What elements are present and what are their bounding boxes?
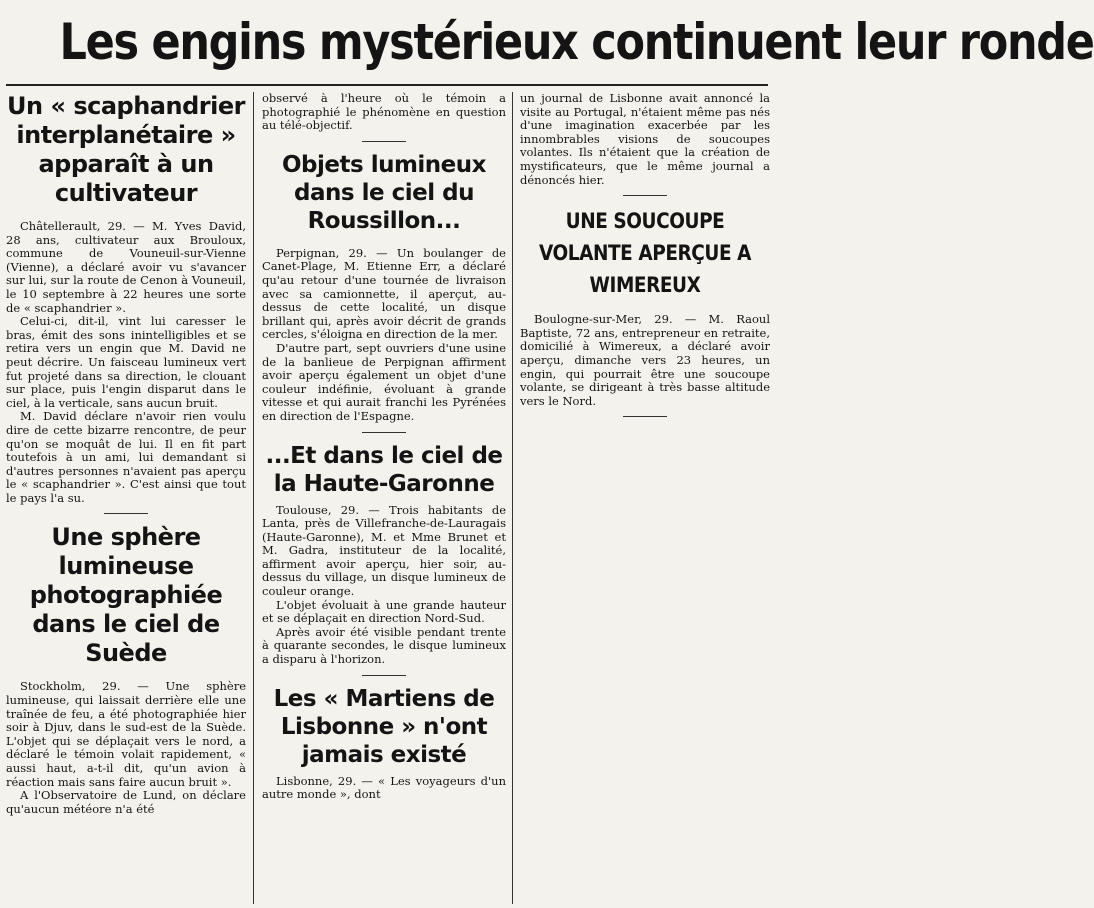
article-separator [623, 195, 667, 196]
article-paragraph: Stockholm, 29. — Une sphère lumineuse, qui laissait derrière elle une traînée de feu, a été photographiée hier soir à Djuv, dans le sud-est de la Suède. L'objet qui se déplaçait vers le nord, a déclaré le témoin volait rapidement, « aussi haut, a-t-il dit, qu'un avion à réaction mais sans faire aucun bruit ». [6, 679, 246, 789]
article-paragraph: Toulouse, 29. — Trois habitants de Lanta, près de Villefranche-de-Lauragais (Haute-Garonne), M. et Mme Brunet et M. Gadra, instituteur de la localité, affirment avoir aperçu, hier soir, au-dessus du village, un disque lumineux de couleur orange. [262, 502, 506, 599]
article-separator [104, 513, 148, 514]
article-separator [623, 416, 667, 417]
article-title-sphere: Une sphère lumineuse photographiée dans le ciel de Suède [29, 523, 223, 668]
column-divider-1 [253, 92, 254, 904]
article-paragraph: Après avoir été visible pendant trente à quarante secondes, le disque lumineux a disparu à l'horizon. [262, 624, 506, 667]
article-paragraph: Lisbonne, 29. — « Les voyageurs d'un autre monde », dont [262, 773, 506, 802]
article-title-wimereux [535, 205, 755, 301]
article-separator [362, 432, 406, 433]
article-paragraph-continued: un journal de Lisbonne avait annoncé la visite au Portugal, n'étaient même pas nés d'une imagination exacerbée par les innombrables visions de soucoupes volantes. Ils n'étaient que la création de mystificateurs, que le même journal a dénoncés hier. [520, 91, 770, 187]
article-paragraph: Perpignan, 29. — Un boulanger de Canet-Plage, M. Etienne Err, a déclaré qu'au retour d'une tournée de livraison avec sa camionnette, il aperçut, au-dessus de cette localité, un disque brillant qui, après avoir décrit de grands cercles, s'éloigna en direction de la mer. [262, 245, 506, 342]
article-title-haute-garonne: ...Et dans le ciel de la Haute-Garonne [265, 442, 503, 497]
article-paragraph: A l'Observatoire de Lund, on déclare qu'aucun météore n'a été [6, 788, 246, 816]
article-separator [362, 141, 406, 142]
article-paragraph: Boulogne-sur-Mer, 29. — M. Raoul Baptiste, 72 ans, entrepreneur en retraite, domicilié à Wimereux, a déclaré avoir aperçu, dimanche vers 23 heures, un engin, qui pourrait être une soucoupe volante, se dirigeant à très basse altitude vers le Nord. [520, 312, 770, 408]
column-divider-2 [512, 92, 513, 904]
article-title-scaphandrier: Un « scaphandrier interplanétaire » apparaît à un cultivateur [7, 92, 245, 207]
article-paragraph: L'objet évoluait à une grande hauteur et se déplaçait en direction Nord-Sud. [262, 597, 506, 626]
column-3 [520, 92, 770, 902]
article-paragraph: M. David déclare n'avoir rien voulu dire de cette bizarre rencontre, de peur qu'on se moquât de lui. Il en fit part toutefois à un ami, lui demandant si d'autres personnes n'avaient pas aperçu le « scaphandrier ». C'est ainsi que tout le pays l'a su. [6, 409, 246, 505]
article-separator [362, 675, 406, 676]
headline-rule [6, 84, 768, 86]
article-title-roussillon: Objets lumineux dans le ciel du Roussillon... [282, 151, 486, 234]
column-1 [6, 92, 246, 902]
article-paragraph: Châtellerault, 29. — M. Yves David, 28 ans, cultivateur aux Brouloux, commune de Vouneuil-sur-Vienne (Vienne), a déclaré avoir vu s'avancer sur lui, sur la route de Cenon à Vouneuil, le 10 septembre à 22 heures une sorte de « scaphandrier ». [6, 219, 246, 315]
page-headline: Les engins mystérieux continuent leur ronde [59, 13, 1094, 71]
column-2 [262, 92, 506, 902]
article-title-wimereux-text: UNE SOUCOUPE VOLANTE APERÇUE A WIMEREUX [538, 209, 752, 298]
article-paragraph: Celui-ci, dit-il, vint lui caresser le bras, émit des sons inintelligibles et se retira vers un engin que M. David ne peut décrire. Un faisceau lumineux vert fut projeté dans sa direction, le clouant sur place, puis l'engin disparut dans le ciel, à la verticale, sans aucun bruit. [6, 314, 246, 410]
article-title-lisbonne: Les « Martiens de Lisbonne » n'ont jamais existé [273, 685, 495, 768]
article-paragraph-continued: observé à l'heure où le témoin a photographié le phénomène en question au télé-objectif. [262, 91, 506, 133]
article-paragraph: D'autre part, sept ouvriers d'une usine de la banlieue de Perpignan affirment avoir aperçu également un objet d'une couleur indéfinie, évoluant à grande vitesse et qui aurait franchi les Pyrénées en direction de l'Espagne. [262, 340, 506, 423]
